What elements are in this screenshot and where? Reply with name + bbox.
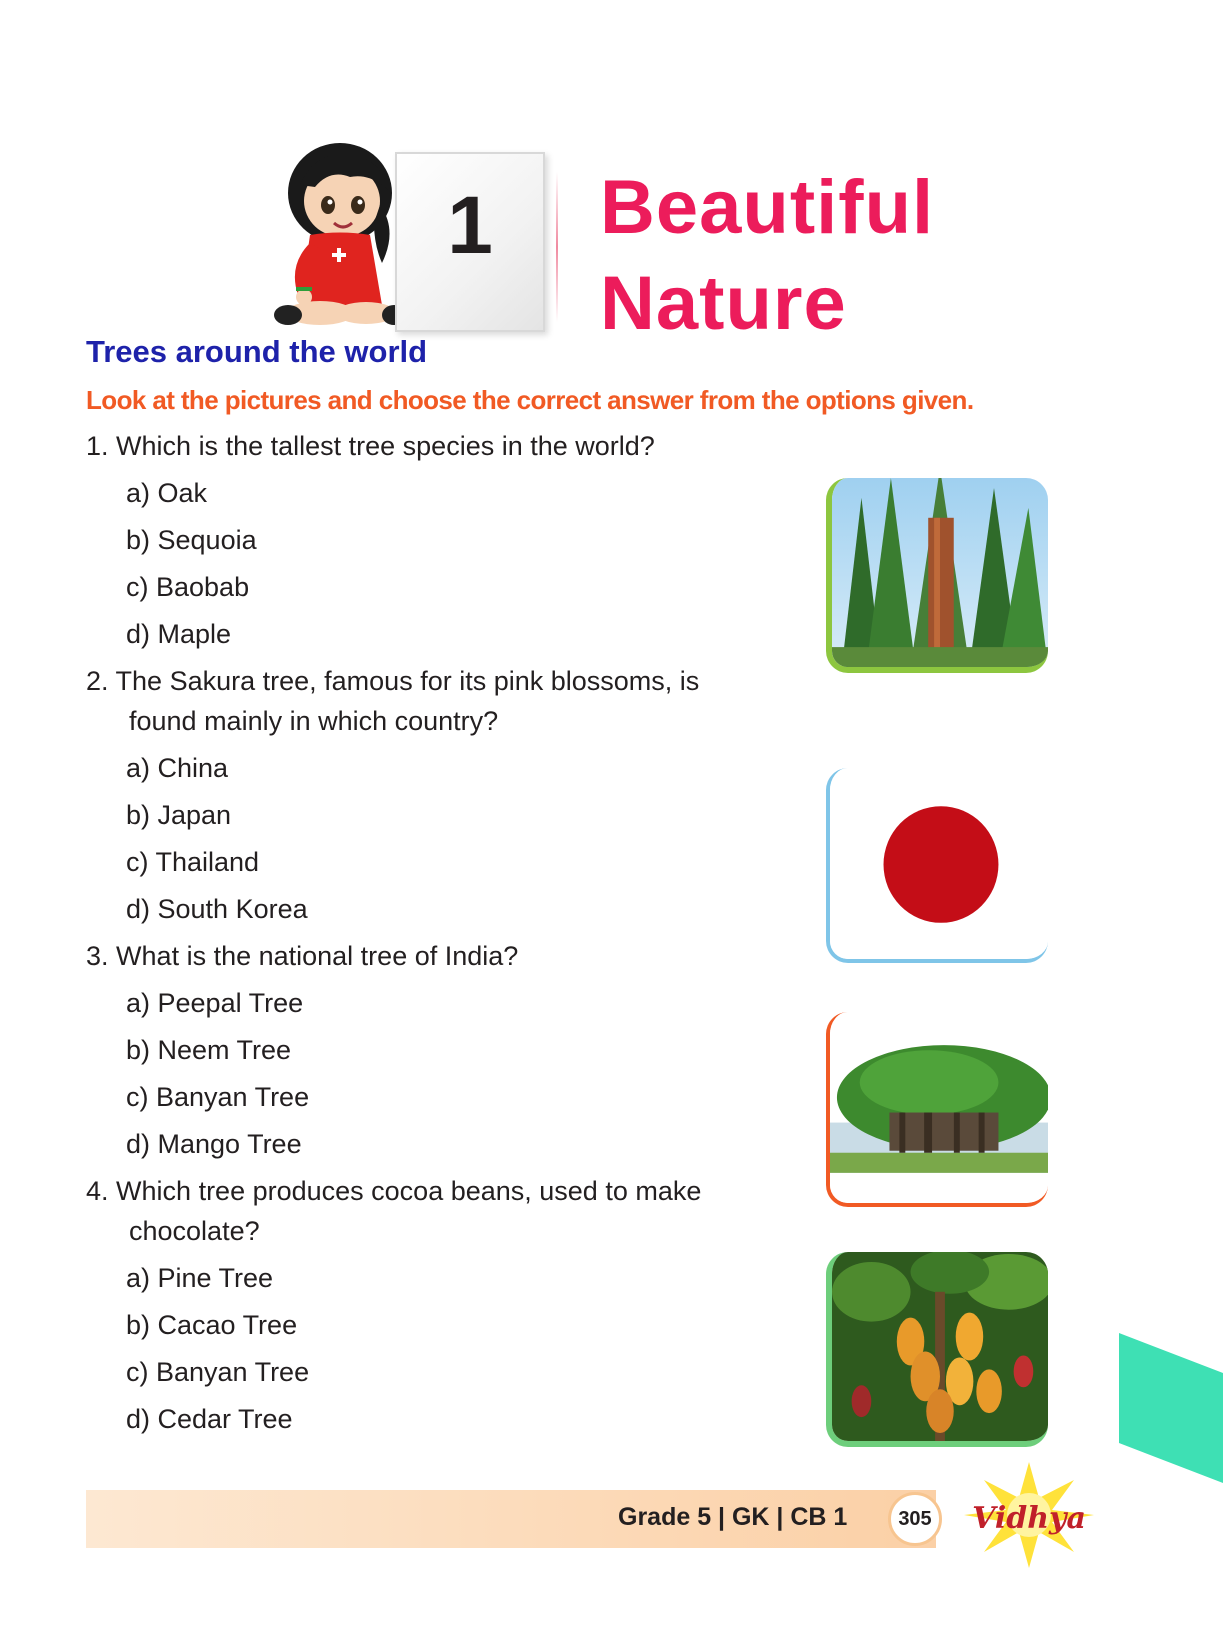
question-text: Which is the tallest tree species in the world? bbox=[116, 431, 655, 461]
option-1d[interactable]: d) Maple bbox=[126, 619, 232, 649]
option-2b[interactable]: b) Japan bbox=[126, 800, 232, 830]
section-heading: Trees around the world bbox=[86, 334, 428, 369]
japan-flag bbox=[826, 768, 1048, 963]
question-text-line1: The Sakura tree, famous for its pink blossoms, is bbox=[115, 666, 700, 696]
chapter-number: 1 bbox=[447, 180, 493, 271]
footer-label: Grade 5 | GK | CB 1 bbox=[618, 1503, 848, 1531]
option-4a[interactable]: a) Pine Tree bbox=[126, 1263, 274, 1293]
question-text-line2: chocolate? bbox=[129, 1216, 260, 1246]
question-4 bbox=[86, 1171, 806, 1251]
option-3c[interactable]: c) Banyan Tree bbox=[126, 1082, 310, 1112]
side-tab-marker bbox=[1119, 1333, 1223, 1483]
chapter-title-line2: Nature bbox=[600, 261, 847, 346]
option-4c[interactable]: c) Banyan Tree bbox=[126, 1357, 310, 1387]
question-3 bbox=[86, 936, 806, 976]
chapter-title-line1: Beautiful bbox=[600, 165, 935, 250]
option-2d[interactable]: d) South Korea bbox=[126, 894, 308, 924]
page-number: 305 bbox=[888, 1492, 942, 1546]
question-text-line1: Which tree produces cocoa beans, used to make bbox=[116, 1176, 702, 1206]
girl-illustration bbox=[270, 135, 410, 330]
option-4b[interactable]: b) Cacao Tree bbox=[126, 1310, 298, 1340]
option-1c[interactable]: c) Baobab bbox=[126, 572, 250, 602]
question-number: 4. bbox=[86, 1176, 109, 1206]
question-text: What is the national tree of India? bbox=[116, 941, 519, 971]
question-2 bbox=[86, 661, 806, 741]
question-number: 3. bbox=[86, 941, 109, 971]
question-1 bbox=[86, 426, 806, 466]
chapter-title bbox=[600, 160, 1020, 352]
logo-text: Vidhya bbox=[972, 1501, 1086, 1536]
question-number: 2. bbox=[86, 666, 109, 696]
question-text-line2: found mainly in which country? bbox=[129, 706, 499, 736]
option-3b[interactable]: b) Neem Tree bbox=[126, 1035, 292, 1065]
vidhya-logo bbox=[944, 1460, 1114, 1570]
title-divider bbox=[556, 172, 558, 322]
question-number: 1. bbox=[86, 431, 109, 461]
instruction-text: Look at the pictures and choose the correct answer from the options given. bbox=[86, 385, 974, 415]
cacao-pods-photo bbox=[826, 1252, 1048, 1447]
option-3d[interactable]: d) Mango Tree bbox=[126, 1129, 302, 1159]
option-2c[interactable]: c) Thailand bbox=[126, 847, 260, 877]
option-2a[interactable]: a) China bbox=[126, 753, 229, 783]
option-1b[interactable]: b) Sequoia bbox=[126, 525, 257, 555]
sequoia-tree-photo bbox=[826, 478, 1048, 673]
option-1a[interactable]: a) Oak bbox=[126, 478, 208, 508]
banyan-tree-photo bbox=[826, 1012, 1048, 1207]
option-4d[interactable]: d) Cedar Tree bbox=[126, 1404, 293, 1434]
option-3a[interactable]: a) Peepal Tree bbox=[126, 988, 304, 1018]
